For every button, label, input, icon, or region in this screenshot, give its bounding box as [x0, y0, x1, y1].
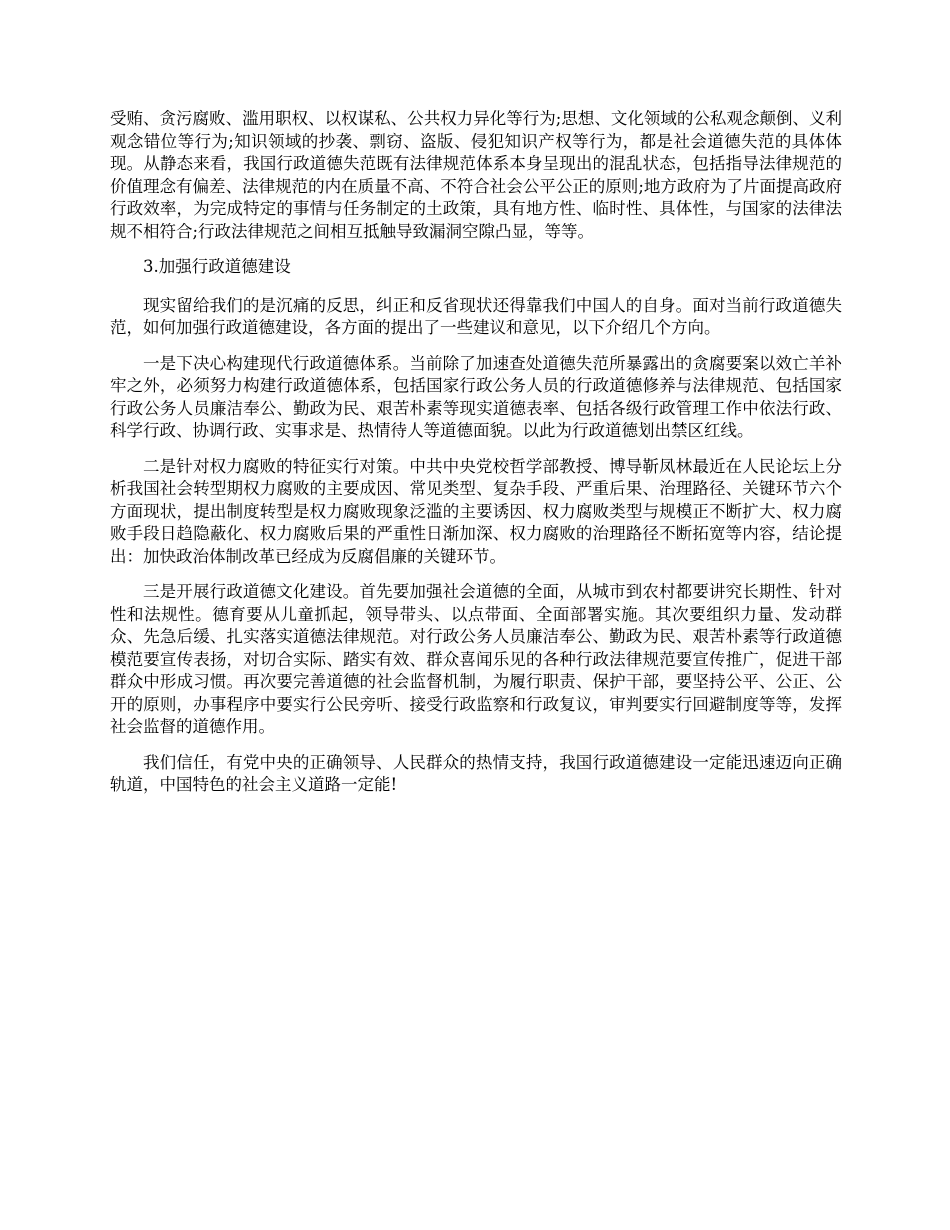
paragraph-point-two: 二是针对权力腐败的特征实行对策。中共中央党校哲学部教授、博导靳凤林最近在人民论坛上分析我国社会转型期权力腐败的主要成因、常见类型、复杂手段、严重后果、治理路径、关键环节六个方面现状，提出制度转型是权力腐败现象泛滥的主要诱因、权力腐败类型与规模正不断扩大、权力腐败手段日趋隐蔽化、权力腐败后果的严重性日渐加深、权力腐败的治理路径不断拓宽等内容，结论提出：加快政治体制改革已经成为反腐倡廉的关键环节。 [110, 456, 842, 566]
paragraph-point-three: 三是开展行政道德文化建设。首先要加强社会道德的全面，从城市到农村都要讲究长期性、针对性和法规性。德育要从儿童抓起，领导带头、以点带面、全面部署实施。其次要组织力量、发动群众、先急后缓、扎实落实道德法律规范。对行政公务人员廉洁奉公、勤政为民、艰苦朴素等行政道德模范要宣传表扬，对切合实际、踏实有效、群众喜闻乐见的各种行政法律规范要宣传推广，促进干部群众中形成习惯。再次要完善道德的社会监督机制，为履行职责、保护干部，要坚持公平、公正、公开的原则，办事程序中要实行公民旁听、接受行政监察和行政复议，审判要实行回避制度等等，发挥社会监督的道德作用。 [110, 582, 842, 736]
paragraph-intro: 现实留给我们的是沉痛的反思，纠正和反省现状还得靠我们中国人的自身。面对当前行政道德失范，如何加强行政道德建设，各方面的提出了一些建议和意见，以下介绍几个方向。 [110, 295, 842, 337]
document-page [110, 108, 842, 810]
paragraph-point-one: 一是下决心构建现代行政道德体系。当前除了加速查处道德失范所暴露出的贪腐要案以效亡羊补牢之外，必须努力构建行政道德体系，包括国家行政公务人员的行政道德修养与法律规范、包括国家行政公务人员廉洁奉公、勤政为民、艰苦朴素等现实道德表率、包括各级行政管理工作中依法行政、科学行政、协调行政、实事求是、热情待人等道德面貌。以此为行政道德划出禁区红线。 [110, 353, 842, 440]
paragraph-conclusion: 我们信任，有党中央的正确领导、人民群众的热情支持，我国行政道德建设一定能迅速迈向正确轨道，中国特色的社会主义道路一定能! [110, 752, 842, 794]
paragraph-continuation: 受贿、贪污腐败、滥用职权、以权谋私、公共权力异化等行为;思想、文化领域的公私观念颠倒、义利观念错位等行为;知识领域的抄袭、剽窃、盗版、侵犯知识产权等行为，都是社会道德失范的具体体现。从静态来看，我国行政道德失范既有法律规范体系本身呈现出的混乱状态，包括指导法律规范的价值理念有偏差、法律规范的内在质量不高、不符合社会公平公正的原则;地方政府为了片面提高政府行政效率，为完成特定的事情与任务制定的土政策，具有地方性、临时性、具体性，与国家的法律法规不相符合;行政法律规范之间相互抵触导致漏洞空隙凸显，等等。 [110, 109, 842, 241]
section-heading: 3.加强行政道德建设 [143, 257, 291, 276]
